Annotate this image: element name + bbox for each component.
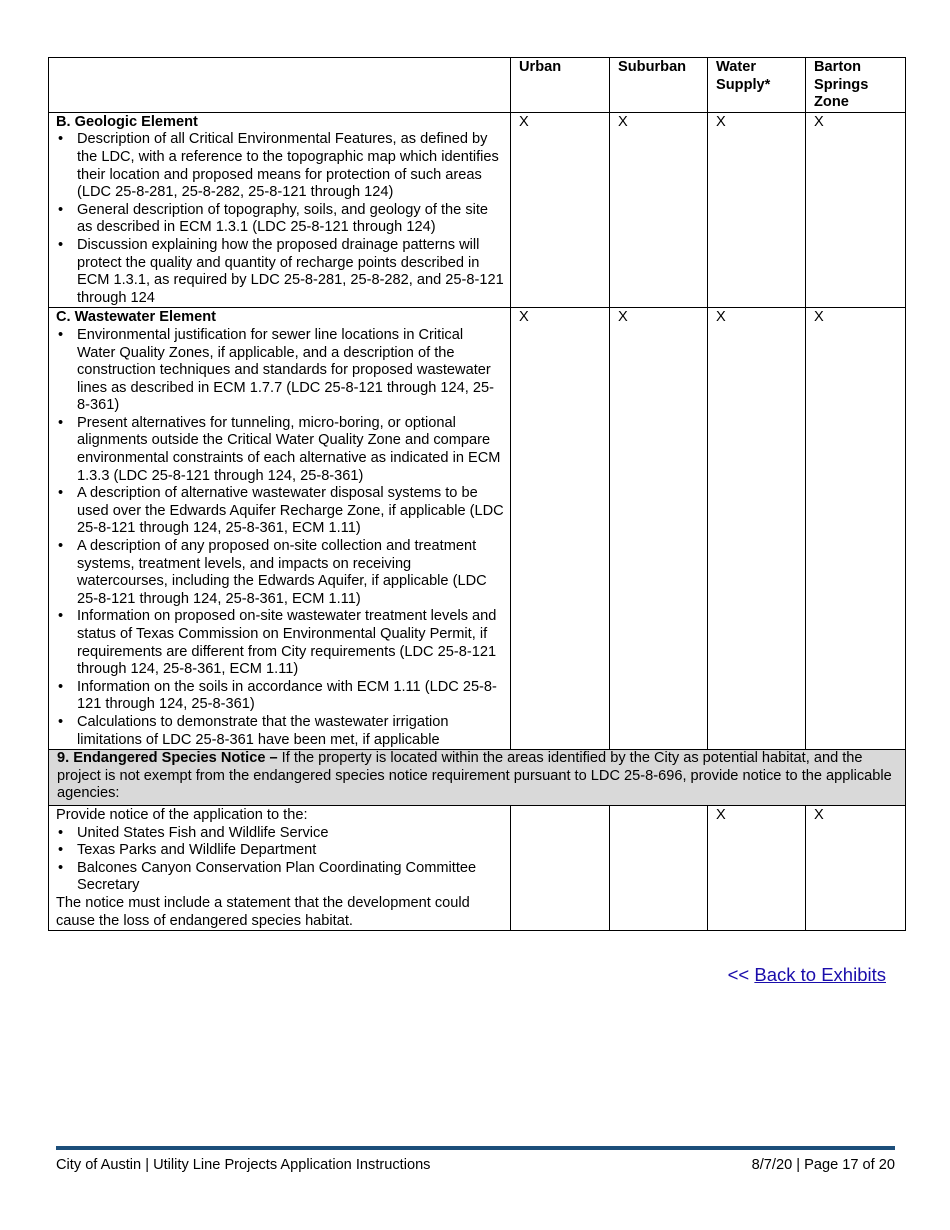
- notice-barton-springs-mark: X: [806, 805, 906, 930]
- geologic-water-supply-mark: X: [708, 112, 806, 308]
- header-urban: Urban: [511, 58, 610, 113]
- list-item: • Calculations to demonstrate that the wastewater irrigation limitations of LDC 25-8-361 have been met, if applicable: [56, 714, 504, 749]
- wastewater-list: [56, 327, 504, 749]
- list-item: • Balcones Canyon Conservation Plan Coordinating Committee Secretary: [56, 860, 504, 895]
- list-item: • United States Fish and Wildlife Service: [56, 825, 504, 843]
- back-link-container: [728, 966, 886, 984]
- requirements-table: [48, 57, 906, 931]
- wastewater-urban-mark: X: [511, 308, 610, 750]
- list-item: • Information on the soils in accordance with ECM 1.11 (LDC 25-8-121 through 124, 25-8-361): [56, 679, 504, 714]
- list-item: • General description of topography, soils, and geology of the site as described in ECM 1.3.1 (LDC 25-8-121 through 124): [56, 202, 504, 237]
- footer-page-info: 8/7/20 | Page 17 of 20: [751, 1157, 895, 1173]
- list-item: • Description of all Critical Environmental Features, as defined by the LDC, with a reference to the topographic map which identifies their location and proposed means for protection of such areas (LDC 25-8-281, 25-8-282, 25-8-121 through 124): [56, 131, 504, 201]
- geologic-cell: [49, 112, 511, 308]
- wastewater-suburban-mark: X: [610, 308, 708, 750]
- endangered-species-heading: [49, 750, 906, 806]
- list-item: • A description of alternative wastewater disposal systems to be used over the Edwards Aquifer Recharge Zone, if applicable (LDC 25-8-121 through 124, 25-8-361, ECM 1.11): [56, 485, 504, 538]
- geologic-title: B. Geologic Element: [56, 113, 198, 130]
- notice-suburban-mark: [610, 805, 708, 930]
- wastewater-title: C. Wastewater Element: [56, 309, 217, 326]
- footer-divider: [56, 1146, 895, 1150]
- agency-list: [56, 825, 504, 895]
- wastewater-row: [49, 308, 906, 750]
- geologic-list: [56, 131, 504, 307]
- endangered-species-text: If the property is located within the areas identified by the City as potential habitat, and the project is not exempt from the endangered species notice requirement pursuant to LDC 25-8-696, provide notice to the applicable agencies:: [57, 750, 892, 802]
- back-link-prefix: <<: [727, 964, 755, 985]
- notice-closing: The notice must include a statement that the development could cause the loss of endangered species habitat.: [56, 894, 470, 929]
- wastewater-water-supply-mark: X: [708, 308, 806, 750]
- list-item: • A description of any proposed on-site collection and treatment systems, treatment levels, and impacts on receiving watercourses, including the Edwards Aquifer, if applicable (LDC 25-8-121 through 124, 25-8-361, ECM 1.11): [56, 538, 504, 608]
- wastewater-barton-springs-mark: X: [806, 308, 906, 750]
- notice-urban-mark: [511, 805, 610, 930]
- notice-water-supply-mark: X: [708, 805, 806, 930]
- header-water-supply: Water Supply*: [708, 58, 806, 113]
- header-barton-springs: Barton Springs Zone: [806, 58, 906, 113]
- notice-row: [49, 805, 906, 930]
- geologic-suburban-mark: X: [610, 112, 708, 308]
- list-item: • Discussion explaining how the proposed drainage patterns will protect the quality and quantity of recharge points described in ECM 1.3.1, as required by LDC 25-8-281, 25-8-282, and 25-8-121 through 124: [56, 237, 504, 307]
- footer-title: City of Austin | Utility Line Projects Application Instructions: [56, 1157, 431, 1173]
- list-item: • Present alternatives for tunneling, micro-boring, or optional alignments outside the Critical Water Quality Zone and compare environmental constraints of each alternative as indicated in ECM 1.3.3 (LDC 25-8-121 through 124, 25-8-361): [56, 415, 504, 485]
- geologic-urban-mark: X: [511, 112, 610, 308]
- back-to-exhibits-link[interactable]: Back to Exhibits: [754, 964, 886, 985]
- header-blank: [49, 58, 511, 113]
- wastewater-cell: [49, 308, 511, 750]
- endangered-species-header-row: [49, 750, 906, 806]
- list-item: • Environmental justification for sewer line locations in Critical Water Quality Zones, if applicable, and a description of the construction techniques and standards for proposed wastewater lines as described in ECM 1.7.7 (LDC 25-8-121 through 124, 25-8-361): [56, 327, 504, 415]
- geologic-row: [49, 112, 906, 308]
- list-item: • Texas Parks and Wildlife Department: [56, 842, 504, 860]
- header-row: [49, 58, 906, 113]
- geologic-barton-springs-mark: X: [806, 112, 906, 308]
- list-item: • Information on proposed on-site wastewater treatment levels and status of Texas Commission on Environmental Quality Permit, if requirements are different from City requirements (LDC 25-8-121 through 124, 25-8-361, ECM 1.11): [56, 608, 504, 678]
- notice-cell: [49, 805, 511, 930]
- header-suburban: Suburban: [610, 58, 708, 113]
- notice-intro: Provide notice of the application to the:: [56, 806, 308, 823]
- endangered-species-lead: 9. Endangered Species Notice –: [57, 750, 278, 767]
